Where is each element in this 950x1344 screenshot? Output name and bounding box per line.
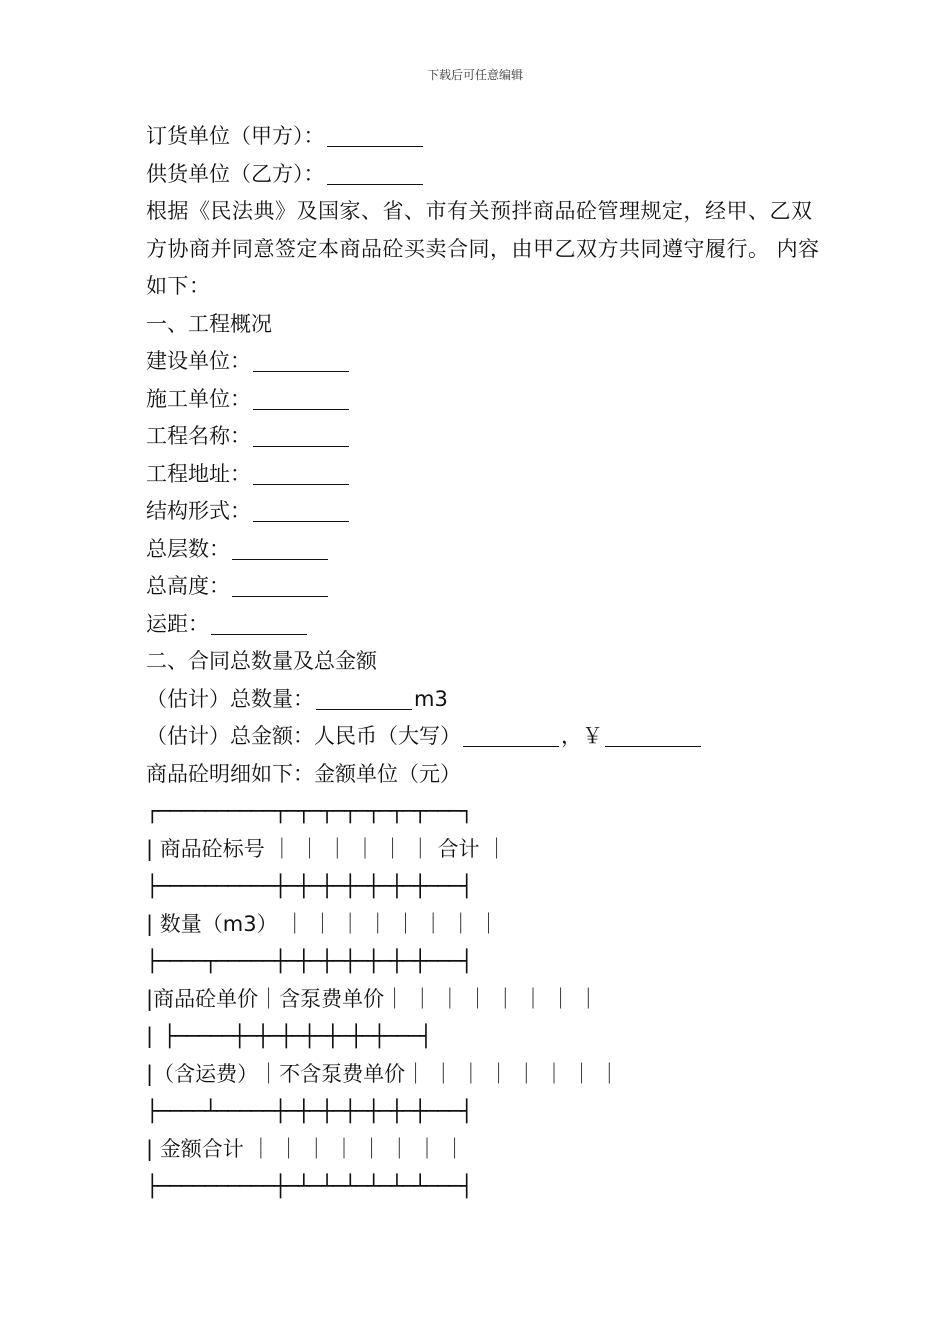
text-table-bottom-border: ├──────────┼─┴─┴─┴─┴─┴─┴───┤ — [146, 1174, 473, 1198]
amount-figures-blank — [605, 722, 701, 747]
total-quantity-label: （估计）总数量： — [146, 686, 314, 711]
field-line-project-address — [146, 456, 826, 494]
field-label: 建设单位： — [146, 349, 251, 373]
section1-heading: 一、工程概况 — [146, 311, 272, 336]
section2-heading: 二、合同总数量及总金额 — [146, 649, 377, 673]
field-blank — [253, 460, 349, 485]
field-line-total-height — [146, 568, 826, 606]
field-line-construction-unit — [146, 343, 826, 381]
text-table-row-unit-price-pump: |商品砼单价｜含泵费单价｜ ｜ ｜ ｜ ｜ ｜ ｜ ｜ — [146, 986, 599, 1011]
total-amount-label: （估计）总金额：人民币（大写） — [146, 724, 461, 748]
field-blank — [253, 422, 349, 447]
intro-paragraph: 根据《民法典》及国家、省、市有关预拌商品砼管理规定，经甲、乙双方协商并同意签定本商品砼买卖合同，由甲乙双方共同遵守履行。 内容如下： — [146, 199, 820, 298]
text-table-row-quantity: | 数量（m3） ｜ ｜ ｜ ｜ ｜ ｜ ｜ ｜ — [146, 911, 499, 936]
field-line-builder-unit — [146, 381, 826, 419]
detail-label: 商品砼明细如下：金额单位（元） — [146, 761, 461, 786]
field-label: 结构形式： — [146, 499, 251, 523]
text-table-row-unit-price-no-pump: |（含运费）｜不含泵费单价｜ ｜ ｜ ｜ ｜ ｜ ｜ ｜ — [146, 1061, 620, 1086]
field-blank — [232, 535, 328, 560]
field-label: 工程地址： — [146, 461, 251, 486]
buyer-line — [146, 118, 826, 156]
field-label: 总高度： — [146, 574, 230, 598]
field-line-project-name — [146, 418, 826, 456]
total-quantity-blank — [316, 685, 412, 710]
buyer-blank — [327, 122, 423, 147]
total-quantity-unit: m3 — [414, 686, 448, 711]
field-blank — [253, 497, 349, 522]
total-quantity-line — [146, 681, 826, 719]
field-label: 总层数： — [146, 536, 230, 561]
amount-words-blank — [463, 722, 559, 747]
field-line-transport-distance — [146, 606, 826, 644]
text-table-top-border: ┌──────────┬─┬─┬─┬─┬─┬─┬───┐ — [146, 799, 473, 823]
field-label: 工程名称： — [146, 424, 251, 448]
field-label: 施工单位： — [146, 386, 251, 411]
field-blank — [211, 610, 307, 635]
amount-separator: ，￥ — [561, 724, 603, 748]
text-table-row-grade: | 商品砼标号 ｜ ｜ ｜ ｜ ｜ ｜ 合计 ｜ — [146, 836, 508, 861]
field-blank — [232, 572, 328, 597]
text-table-divider: ├────┴─────┼─┼─┼─┼─┼─┼─┼───┤ — [146, 1099, 473, 1123]
supplier-line — [146, 156, 826, 194]
text-table-divider: ├────┬─────┼─┼─┼─┼─┼─┼─┼───┤ — [146, 949, 473, 973]
field-label: 运距： — [146, 611, 209, 636]
supplier-label: 供货单位（乙方）： — [146, 161, 325, 186]
supplier-blank — [327, 160, 423, 185]
field-line-structure-type — [146, 493, 826, 531]
buyer-label: 订货单位（甲方）： — [146, 124, 325, 148]
field-line-total-floors — [146, 531, 826, 569]
text-table-row-amount-total: | 金额合计 ｜ ｜ ｜ ｜ ｜ ｜ ｜ ｜ — [146, 1136, 466, 1161]
field-blank — [253, 347, 349, 372]
contract-body — [146, 118, 826, 1206]
field-blank — [253, 385, 349, 410]
total-amount-line — [146, 718, 826, 756]
text-table-divider: | ├─────┼─┼─┼─┼─┼─┼─┼───┤ — [146, 1024, 432, 1048]
page-header-note: 下载后可任意编辑 — [426, 68, 523, 82]
text-table-divider: ├──────────┼─┼─┼─┼─┼─┼─┼───┤ — [146, 874, 473, 898]
